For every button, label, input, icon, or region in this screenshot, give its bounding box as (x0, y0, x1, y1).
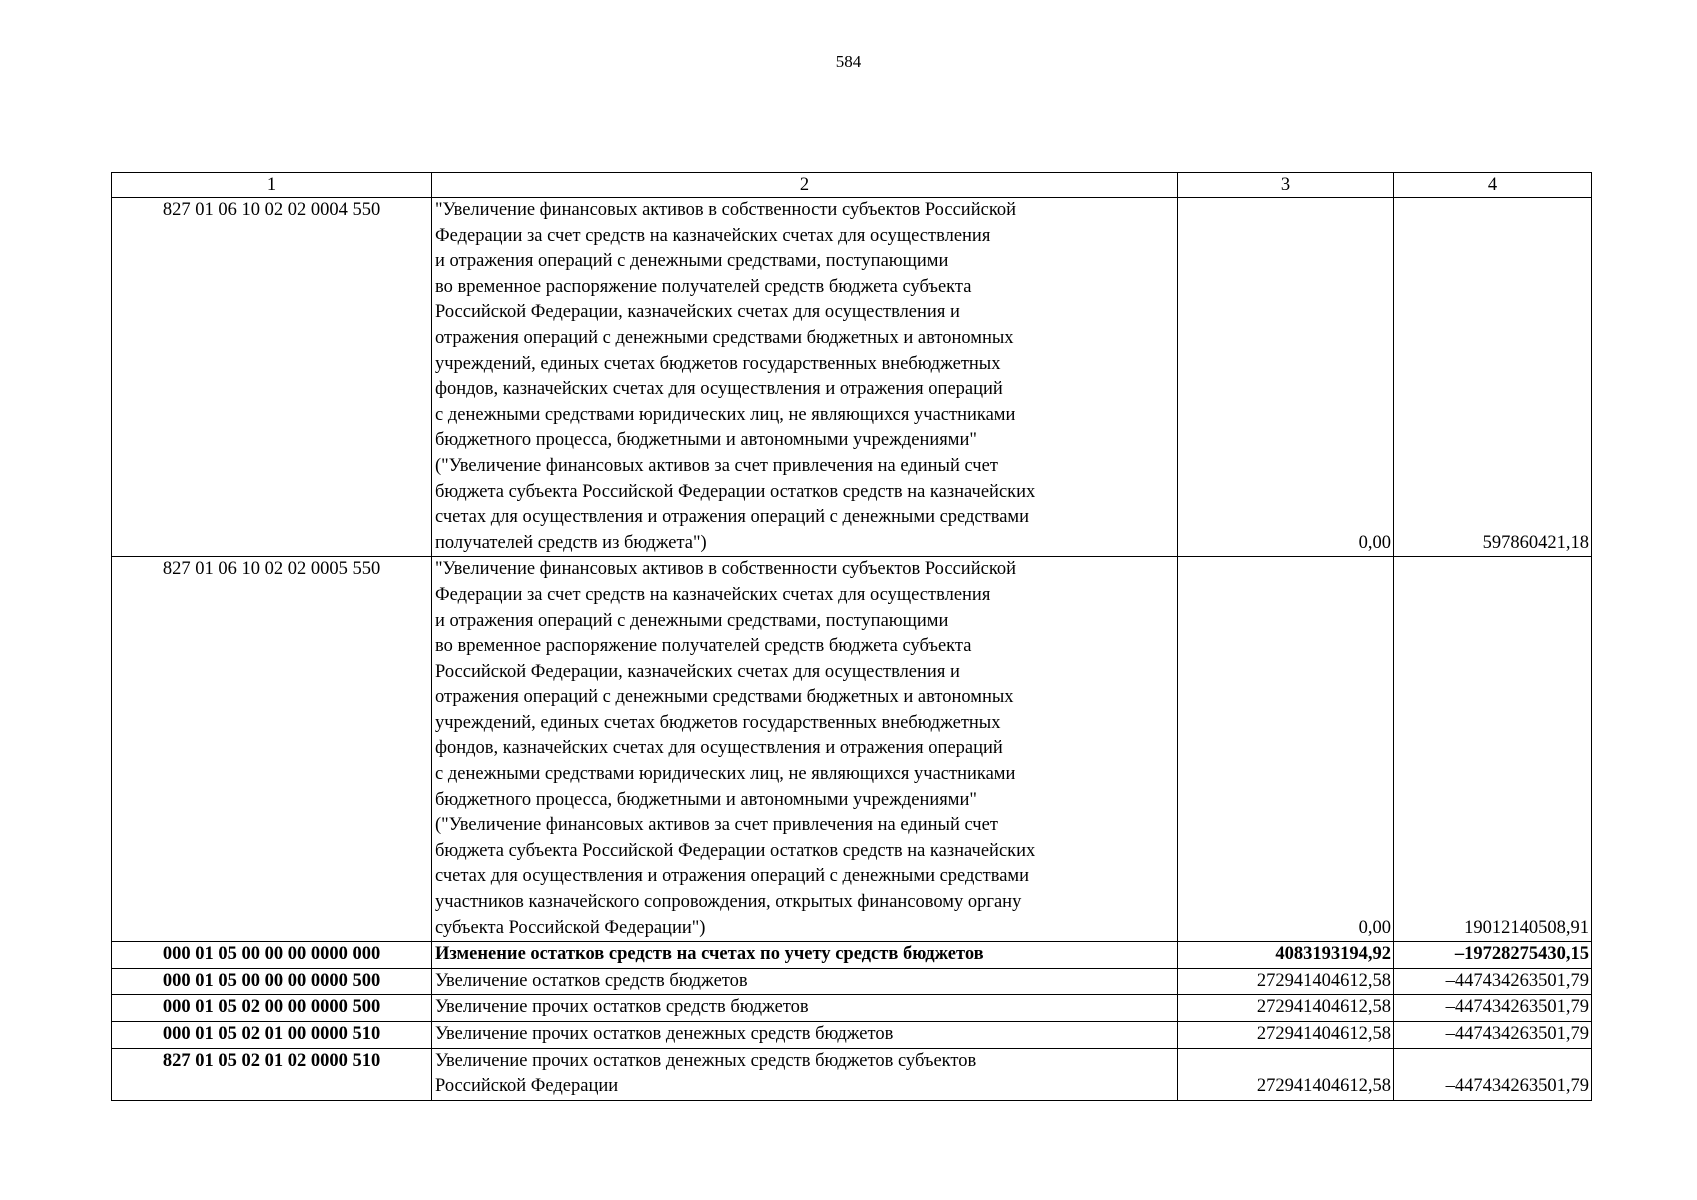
row-description-line: счетах для осуществления и отражения операций с денежными средствами (435, 866, 1030, 887)
row-description-line: Увеличение прочих остатков денежных средств бюджетов (435, 1024, 894, 1044)
table-row (112, 557, 1592, 942)
row-description (432, 995, 1178, 1022)
header-col-1: 1 (112, 173, 432, 198)
header-col-2: 2 (432, 173, 1178, 198)
row-value-col3: 0,00 (1178, 557, 1394, 942)
row-description-line: учреждений, единых счетах бюджетов государственных внебюджетных (435, 712, 1001, 733)
row-description-line: фондов, казначейских счетах для осуществления и отражения операций (435, 379, 1003, 400)
row-description-line: и отражения операций с денежными средствами, поступающими (435, 251, 949, 272)
row-description-line: "Увеличение финансовых активов в собственности субъектов Российской (435, 200, 1017, 220)
row-description-line: отражения операций с денежными средствами бюджетных и автономных (435, 687, 1014, 708)
row-value-col4: –447434263501,79 (1394, 968, 1592, 995)
row-value-col3: 272941404612,58 (1178, 1022, 1394, 1049)
row-code: 827 01 06 10 02 02 0005 550 (112, 557, 432, 942)
row-description-line: бюджетного процесса, бюджетными и автономными учреждениями" (435, 789, 977, 810)
row-code: 000 01 05 00 00 00 0000 500 (112, 968, 432, 995)
row-description-line: бюджетного процесса, бюджетными и автономными учреждениями" (435, 430, 977, 451)
row-description-line: счетах для осуществления и отражения операций с денежными средствами (435, 507, 1030, 528)
row-description-line: Изменение остатков средств на счетах по учету средств бюджетов (435, 944, 984, 965)
row-description (432, 198, 1178, 557)
row-description-line: получателей средств из бюджета") (435, 532, 707, 553)
row-description-line: бюджета субъекта Российской Федерации остатков средств на казначейских (435, 840, 1036, 861)
row-description (432, 942, 1178, 969)
row-description-line: Увеличение прочих остатков средств бюджетов (435, 997, 809, 1018)
row-description-line: Российской Федерации (435, 1076, 619, 1097)
row-description-line: Федерации за счет средств на казначейских счетах для осуществления (435, 225, 991, 246)
row-description-line: во временное распоряжение получателей средств бюджета субъекта (435, 636, 972, 657)
row-value-col4: 19012140508,91 (1394, 557, 1592, 942)
row-description-line: Российской Федерации, казначейских счетах для осуществления и (435, 302, 960, 323)
page-number: 584 (835, 52, 862, 71)
row-description-line: Федерации за счет средств на казначейских счетах для осуществления (435, 584, 991, 605)
row-description-line: учреждений, единых счетах бюджетов государственных внебюджетных (435, 353, 1001, 374)
row-value-col4: –19728275430,15 (1394, 942, 1592, 969)
row-value-col4: –447434263501,79 (1394, 995, 1592, 1022)
row-description-line: фондов, казначейских счетах для осуществления и отражения операций (435, 738, 1003, 759)
row-description (432, 557, 1178, 942)
row-description (432, 968, 1178, 995)
table-row (112, 968, 1592, 995)
table-row (112, 942, 1592, 969)
row-description-line: ("Увеличение финансовых активов за счет привлечения на единый счет (435, 815, 998, 836)
row-value-col3: 272941404612,58 (1178, 995, 1394, 1022)
row-description-line: Увеличение остатков средств бюджетов (435, 970, 748, 991)
row-description-line: и отражения операций с денежными средствами, поступающими (435, 610, 949, 631)
row-value-col3: 272941404612,58 (1178, 968, 1394, 995)
row-description-line: Увеличение прочих остатков денежных средств бюджетов субъектов (435, 1050, 977, 1071)
row-description-line: "Увеличение финансовых активов в собственности субъектов Российской (435, 559, 1017, 580)
row-description-line: бюджета субъекта Российской Федерации остатков средств на казначейских (435, 481, 1036, 502)
row-description-line: Российской Федерации, казначейских счетах для осуществления и (435, 661, 960, 682)
table-row (112, 995, 1592, 1022)
row-code: 827 01 05 02 01 02 0000 510 (112, 1048, 432, 1100)
row-description-line: во временное распоряжение получателей средств бюджета субъекта (435, 276, 972, 297)
row-code: 000 01 05 02 01 00 0000 510 (112, 1022, 432, 1049)
header-col-3: 3 (1178, 173, 1394, 198)
row-description (432, 1022, 1178, 1049)
row-value-col4: –447434263501,79 (1394, 1022, 1592, 1049)
row-description (432, 1048, 1178, 1100)
row-value-col3: 272941404612,58 (1178, 1048, 1394, 1100)
row-value-col4: –447434263501,79 (1394, 1048, 1592, 1100)
row-code: 000 01 05 00 00 00 0000 000 (112, 942, 432, 969)
row-value-col4: 597860421,18 (1394, 198, 1592, 557)
table-row (112, 198, 1592, 557)
row-code: 000 01 05 02 00 00 0000 500 (112, 995, 432, 1022)
row-value-col3: 4083193194,92 (1178, 942, 1394, 969)
row-description-line: отражения операций с денежными средствами бюджетных и автономных (435, 327, 1014, 348)
table-row (112, 1048, 1592, 1100)
row-description-line: с денежными средствами юридических лиц, не являющихся участниками (435, 404, 1016, 425)
row-value-col3: 0,00 (1178, 198, 1394, 557)
table-header-row (112, 173, 1592, 198)
row-code: 827 01 06 10 02 02 0004 550 (112, 198, 432, 557)
row-description-line: ("Увеличение финансовых активов за счет привлечения на единый счет (435, 455, 998, 476)
row-description-line: участников казначейского сопровождения, открытых финансовому органу (435, 892, 1022, 913)
row-description-line: субъекта Российской Федерации") (435, 917, 706, 938)
header-col-4: 4 (1394, 173, 1592, 198)
table-row (112, 1022, 1592, 1049)
row-description-line: с денежными средствами юридических лиц, не являющихся участниками (435, 764, 1016, 785)
budget-sources-table (111, 172, 1592, 1101)
